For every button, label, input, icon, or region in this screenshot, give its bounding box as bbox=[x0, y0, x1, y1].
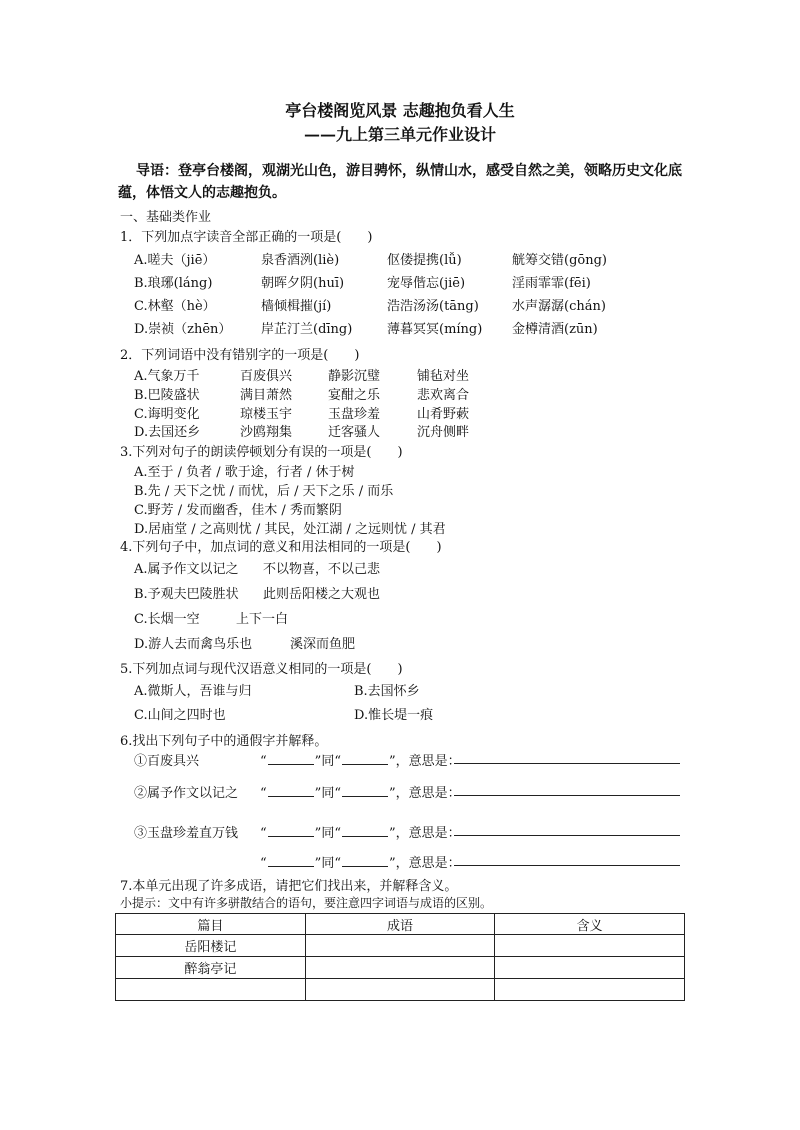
q6-item-1-blank-char[interactable] bbox=[268, 753, 314, 765]
q2-option-b-3: 宴酣之乐 bbox=[328, 388, 381, 403]
q2-option-b-1: B.巴陵盛状 bbox=[134, 388, 200, 403]
intro-text: 导语：登亭台楼阁，观湖光山色，游目骋怀，纵情山水，感受自然之美，领略历史文化底蕴，体悟文人的志趣抱负。 bbox=[118, 163, 682, 201]
q4-option-d-2: 溪深而鱼肥 bbox=[290, 637, 356, 652]
table-cell-idiom[interactable] bbox=[305, 957, 495, 979]
q3-option-d: D.居庙堂 / 之高则忧 / 其民，处江湖 / 之远则忧 / 其君 bbox=[134, 522, 446, 537]
table-row bbox=[116, 957, 685, 979]
q1-option-d-4: 金樽清酒(zūn) bbox=[512, 322, 598, 337]
q5-option-a: A.微斯人，吾谁与归 bbox=[134, 684, 252, 699]
q1-option-d-2: 岸芷汀兰(dīng) bbox=[261, 322, 353, 337]
q2-option-c-1: C.诲明变化 bbox=[134, 407, 200, 422]
table-cell-meaning[interactable] bbox=[495, 935, 685, 957]
q4-option-b-2: 此则岳阳楼之大观也 bbox=[263, 587, 381, 602]
q6-item-3-answer: “ ”同“ ”，意思是： bbox=[260, 826, 461, 841]
table-cell-idiom[interactable] bbox=[305, 979, 495, 1001]
q2-option-d-4: 沉舟侧畔 bbox=[417, 425, 470, 440]
section-heading: 一、基础类作业 bbox=[120, 210, 212, 225]
q4-option-b-1: B.予观夫巴陵胜状 bbox=[134, 587, 239, 602]
table-row bbox=[116, 979, 685, 1001]
intro-paragraph bbox=[118, 160, 693, 204]
table-cell-title: 岳阳楼记 bbox=[116, 935, 306, 957]
q1-option-b-3: 宠辱偕忘(jiē) bbox=[387, 276, 466, 291]
q1-option-b-1: B.琅琊(láng) bbox=[134, 276, 213, 291]
q2-option-a-3: 静影沉璧 bbox=[328, 369, 381, 384]
q6-item-3-blank-orig[interactable] bbox=[342, 825, 388, 837]
question-7-hint: 小提示：文中有许多骈散结合的语句，要注意四字词语与成语的区别。 bbox=[120, 896, 493, 910]
q2-option-c-4: 山肴野蔌 bbox=[417, 407, 470, 422]
q6-item-2-label: ②属予作文以记之 bbox=[134, 786, 239, 801]
q5-option-d: D.惟长堤一痕 bbox=[354, 708, 434, 723]
q6-item-1-meaning-line[interactable] bbox=[454, 763, 680, 764]
q1-option-d-1: D.崇祯（zhēn） bbox=[134, 322, 232, 337]
q1-option-c-3: 浩浩汤汤(tāng) bbox=[387, 299, 479, 314]
q4-option-c-1: C.长烟一空 bbox=[134, 612, 200, 627]
q4-option-d-1: D.游人去而禽鸟乐也 bbox=[134, 637, 253, 652]
q6-item-4-blank-char[interactable] bbox=[268, 855, 314, 867]
q3-option-a: A.至于 / 负者 / 歌于途，行者 / 休于树 bbox=[134, 465, 355, 480]
question-1-stem: 1．下列加点字读音全部正确的一项是( ) bbox=[120, 230, 373, 245]
q6-item-1-answer: “ ”同“ ”，意思是： bbox=[260, 754, 461, 769]
q4-option-c-2: 上下一白 bbox=[236, 612, 289, 627]
page-title: 亭台楼阁览风景 志趣抱负看人生 bbox=[285, 101, 515, 120]
q3-option-c: C.野芳 / 发而幽香，佳木 / 秀而繁阴 bbox=[134, 503, 342, 518]
q1-option-d-3: 薄暮冥冥(míng) bbox=[387, 322, 483, 337]
q1-option-b-4: 淫雨霏霏(fēi) bbox=[512, 276, 591, 291]
question-4-stem: 4.下列句子中，加点词的意义和用法相同的一项是( ) bbox=[120, 540, 442, 555]
q6-item-2-blank-orig[interactable] bbox=[342, 785, 388, 797]
q2-option-d-1: D.去国还乡 bbox=[134, 425, 201, 440]
q6-item-3-blank-char[interactable] bbox=[268, 825, 314, 837]
q6-item-2-blank-char[interactable] bbox=[268, 785, 314, 797]
q1-option-a-3: 伛偻提携(lǚ) bbox=[387, 253, 462, 268]
q1-option-b-2: 朝晖夕阴(huī) bbox=[261, 276, 345, 291]
q1-option-a-2: 泉香酒洌(liè) bbox=[261, 253, 340, 268]
question-6-stem: 6.找出下列句子中的通假字并解释。 bbox=[120, 734, 328, 749]
table-cell-meaning[interactable] bbox=[495, 957, 685, 979]
q6-item-2-answer: “ ”同“ ”，意思是： bbox=[260, 786, 461, 801]
q1-option-a-1: A.嗟夫（jiē） bbox=[134, 253, 216, 268]
q6-item-1-blank-orig[interactable] bbox=[342, 753, 388, 765]
q2-option-a-1: A.气象万千 bbox=[134, 369, 200, 384]
q5-option-b: B.去国怀乡 bbox=[354, 684, 420, 699]
q2-option-d-2: 沙鸥翔集 bbox=[240, 425, 293, 440]
q2-option-a-4: 铺毡对坐 bbox=[417, 369, 470, 384]
table-header-title: 篇目 bbox=[116, 914, 306, 935]
table-row bbox=[116, 935, 685, 957]
question-5-stem: 5.下列加点词与现代汉语意义相同的一项是( ) bbox=[120, 662, 403, 677]
idiom-table bbox=[115, 913, 685, 1001]
q2-option-b-4: 悲欢离合 bbox=[417, 388, 470, 403]
q2-option-c-3: 玉盘珍羞 bbox=[328, 407, 381, 422]
q4-option-a-2: 不以物喜，不以己悲 bbox=[263, 562, 381, 577]
q2-option-c-2: 琼楼玉宇 bbox=[240, 407, 293, 422]
q3-option-b: B.先 / 天下之忧 / 而忧，后 / 天下之乐 / 而乐 bbox=[134, 484, 394, 499]
table-header-idiom: 成语 bbox=[305, 914, 495, 935]
q6-item-1-label: ①百废具兴 bbox=[134, 754, 200, 769]
question-7-stem: 7.本单元出现了许多成语，请把它们找出来，并解释含义。 bbox=[120, 879, 458, 894]
q6-item-3-label: ③玉盘珍羞直万钱 bbox=[134, 826, 239, 841]
q4-option-a-1: A.属予作文以记之 bbox=[134, 562, 239, 577]
table-header-meaning: 含义 bbox=[495, 914, 685, 935]
q1-option-a-4: 觥筹交错(gōng) bbox=[512, 253, 607, 268]
q6-item-3-meaning-line[interactable] bbox=[454, 835, 680, 836]
q2-option-b-2: 满目萧然 bbox=[240, 388, 293, 403]
q2-option-a-2: 百废俱兴 bbox=[240, 369, 293, 384]
table-cell-title[interactable] bbox=[116, 979, 306, 1001]
q1-option-c-4: 水声潺潺(chán) bbox=[512, 299, 606, 314]
q1-option-c-2: 樯倾楫摧(jí) bbox=[261, 299, 332, 314]
table-cell-meaning[interactable] bbox=[495, 979, 685, 1001]
q5-option-c: C.山间之四时也 bbox=[134, 708, 226, 723]
table-header-row bbox=[116, 914, 685, 935]
question-2-stem: 2．下列词语中没有错别字的一项是( ) bbox=[120, 348, 360, 363]
q6-item-4-answer: “ ”同“ ”，意思是： bbox=[260, 856, 461, 871]
q1-option-c-1: C.林壑（hè） bbox=[134, 299, 216, 314]
table-cell-title: 醉翁亭记 bbox=[116, 957, 306, 979]
question-3-stem: 3.下列对句子的朗读停顿划分有误的一项是( ) bbox=[120, 445, 403, 460]
q2-option-d-3: 迁客骚人 bbox=[328, 425, 381, 440]
q6-item-4-blank-orig[interactable] bbox=[342, 855, 388, 867]
q6-item-4-meaning-line[interactable] bbox=[454, 865, 680, 866]
page-subtitle: ——九上第三单元作业设计 bbox=[303, 125, 496, 144]
q6-item-2-meaning-line[interactable] bbox=[454, 795, 680, 796]
table-cell-idiom[interactable] bbox=[305, 935, 495, 957]
